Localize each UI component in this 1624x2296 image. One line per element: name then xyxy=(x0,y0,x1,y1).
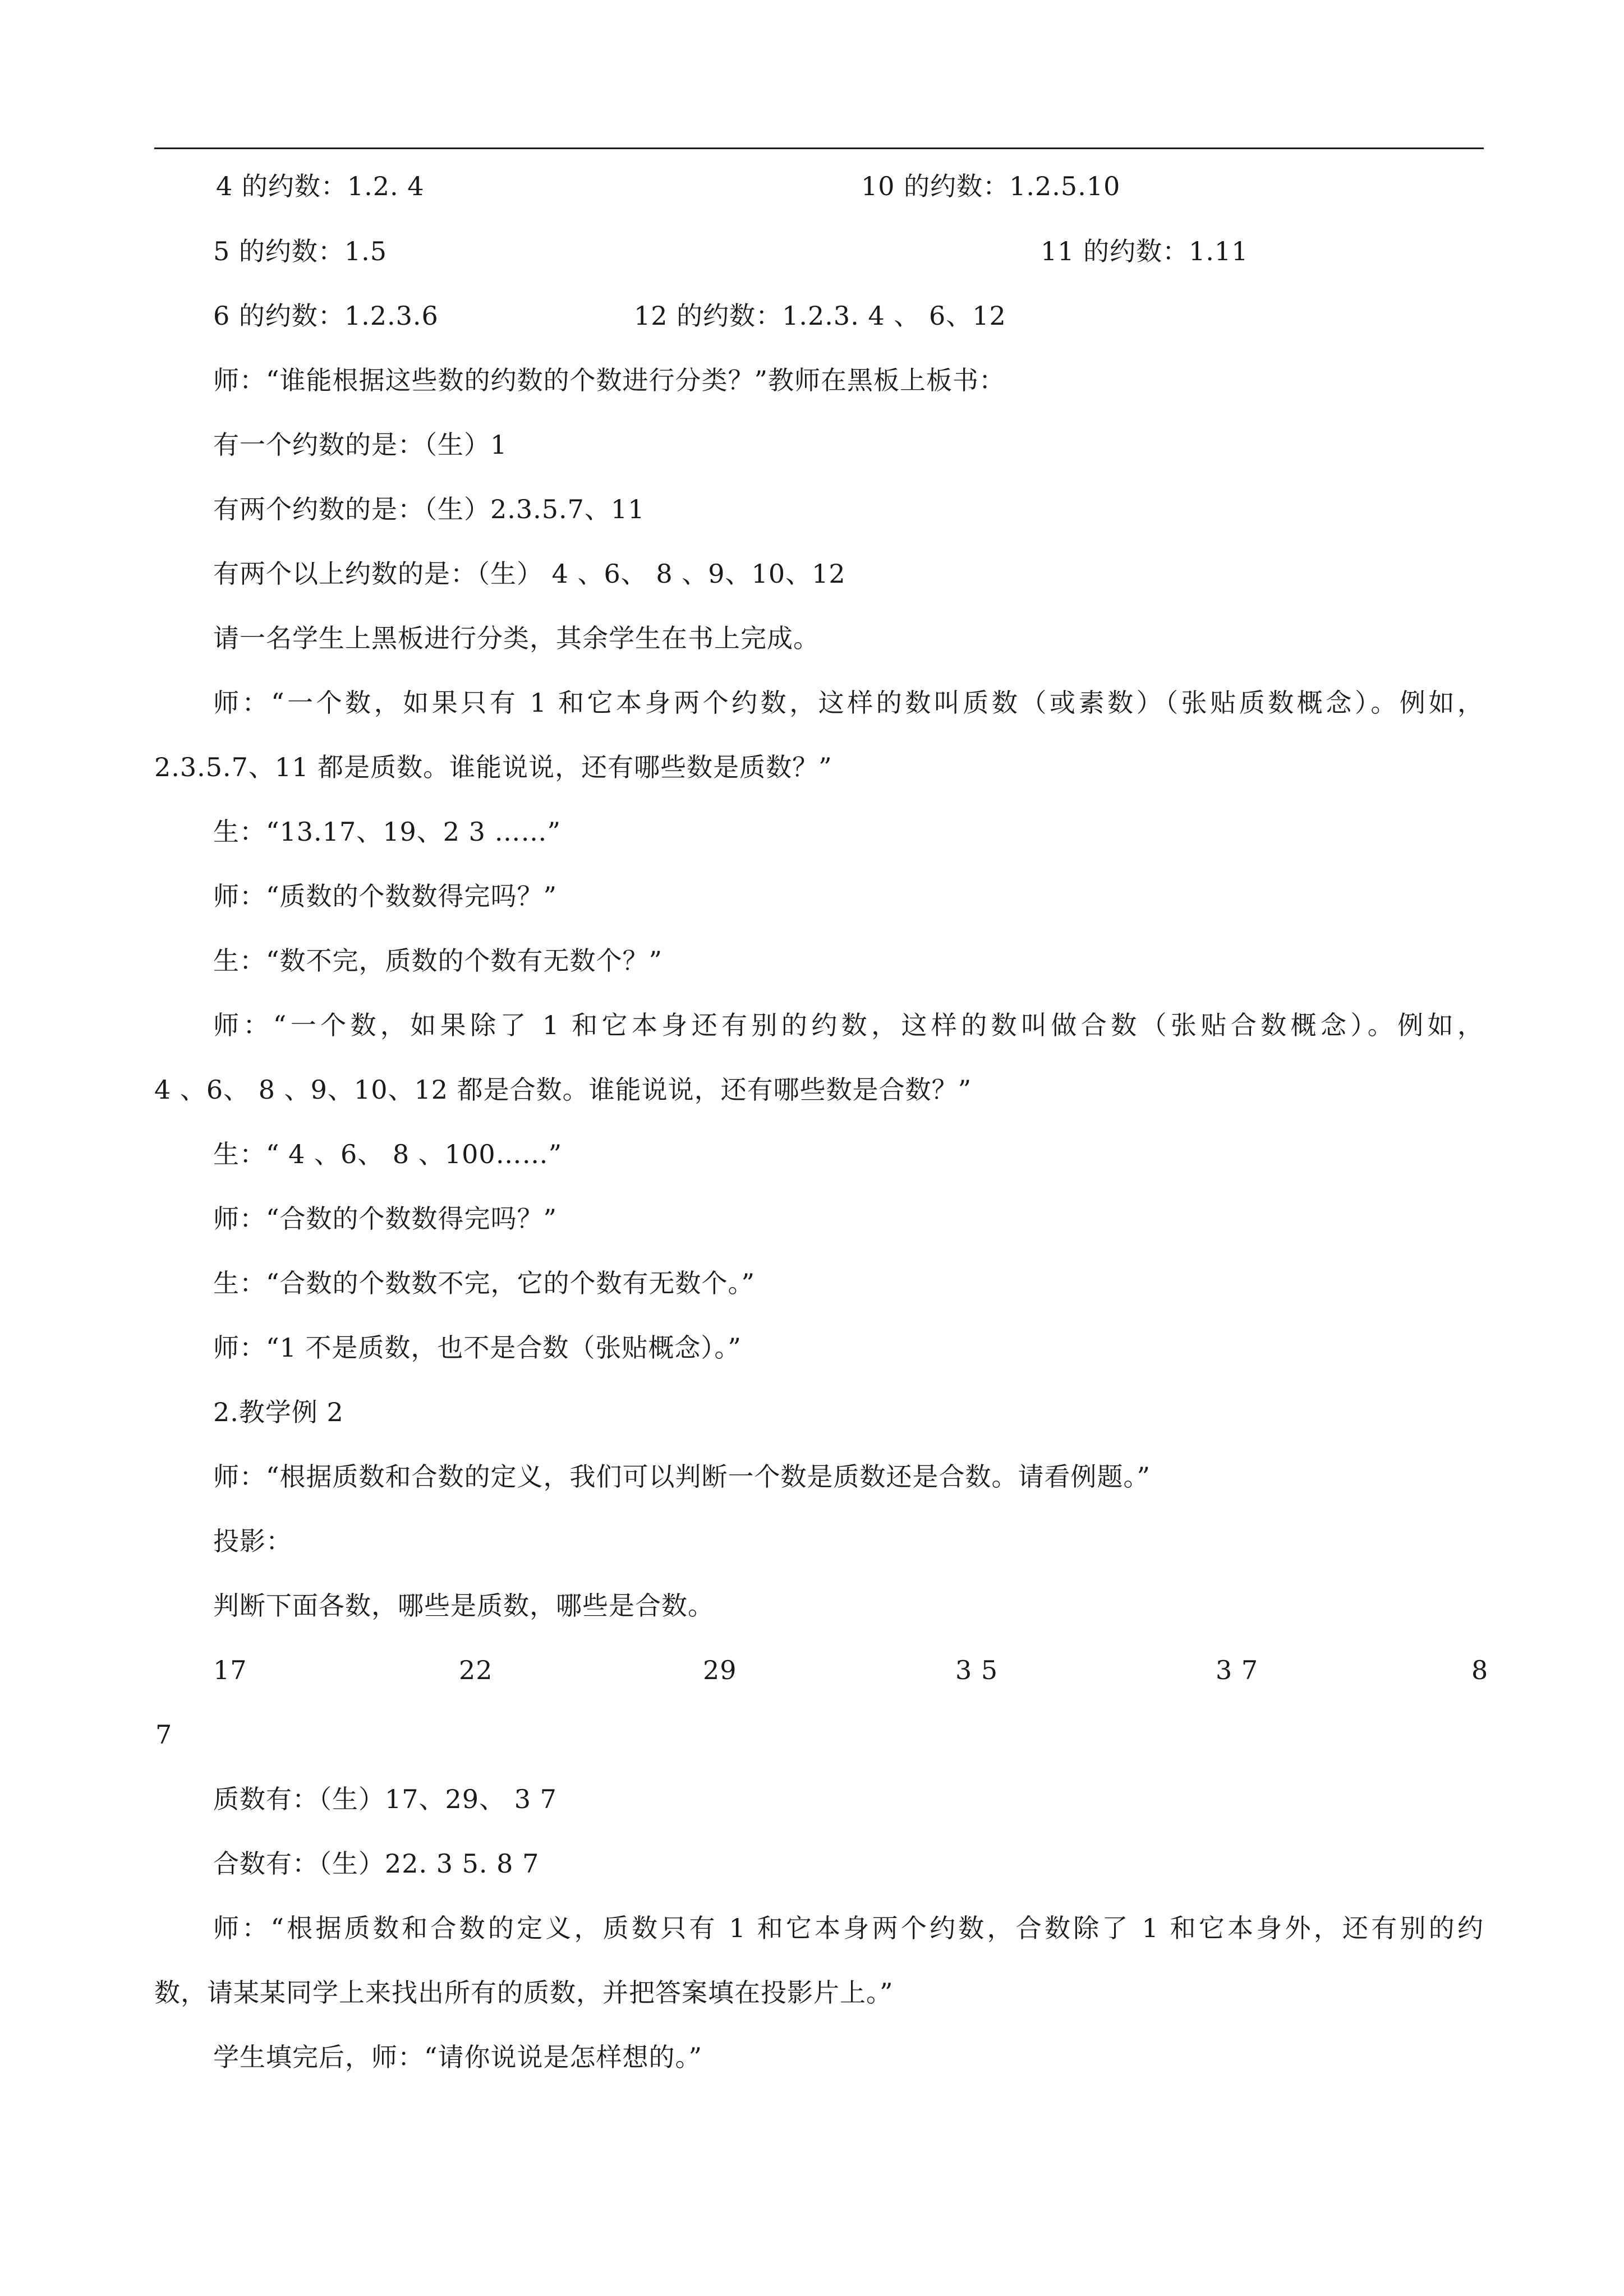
paragraph-teacher-one: 师：“1 不是质数，也不是合数（张贴概念）。” xyxy=(213,1333,742,1363)
paragraph-one-divisor: 有一个约数的是：（生）1 xyxy=(213,430,508,460)
paragraph-composite-definition: 师：“一个数，如果除了 1 和它本身还有别的约数，这样的数叫做合数（张贴合数概念）。例如， xyxy=(213,1010,1484,1040)
paragraph-composite-definition-cont: 4 、6、 8 、9、10、12 都是合数。谁能说说，还有哪些数是合数？” xyxy=(154,1075,972,1105)
number-item: 22 xyxy=(459,1655,493,1685)
paragraph-projection: 投影： xyxy=(213,1526,292,1556)
paragraph-prime-definition: 师：“一个数，如果只有 1 和它本身两个约数，这样的数叫质数（或素数）（张贴质数概念）。例如， xyxy=(213,688,1484,718)
paragraph-judge-numbers: 判断下面各数，哪些是质数，哪些是合数。 xyxy=(213,1590,714,1621)
paragraph-two-divisors: 有两个约数的是：（生）2.3.5.7、11 xyxy=(213,494,645,524)
number-item: 29 xyxy=(703,1655,737,1685)
divisors-10: 10 的约数：1.2.5.10 xyxy=(861,171,1121,201)
paragraph-primes-answer: 质数有：（生）17、29、 3 7 xyxy=(213,1784,557,1814)
divisors-6: 6 的约数：1.2.3.6 xyxy=(213,301,439,331)
paragraph-student-board: 请一名学生上黑板进行分类，其余学生在书上完成。 xyxy=(213,623,820,653)
section-heading-example-2: 2.教学例 2 xyxy=(213,1397,344,1427)
divisors-4: 4 的约数：1.2. 4 xyxy=(216,171,425,201)
paragraph-student-explain: 学生填完后，师：“请你说说是怎样想的。” xyxy=(213,2042,703,2072)
divisors-11: 11 的约数：1.11 xyxy=(1041,236,1249,266)
paragraph-teacher-composite-count: 师：“合数的个数数得完吗？” xyxy=(213,1204,558,1234)
number-item: 17 xyxy=(213,1655,247,1685)
paragraph-composites-answer: 合数有：（生）22. 3 5. 8 7 xyxy=(213,1848,540,1879)
number-item: 3 7 xyxy=(1216,1655,1259,1685)
paragraph-student-infinite-composites: 生：“合数的个数数不完，它的个数有无数个。” xyxy=(213,1268,756,1298)
paragraph-teacher-find-primes-cont: 数，请某某同学上来找出所有的质数，并把答案填在投影片上。” xyxy=(154,1977,894,2008)
paragraph-teacher-find-primes: 师：“根据质数和合数的定义，质数只有 1 和它本身两个约数，合数除了 1 和它本身外，还有别的约 xyxy=(213,1913,1484,1943)
paragraph-teacher-example: 师：“根据质数和合数的定义，我们可以判断一个数是质数还是合数。请看例题。” xyxy=(213,1461,1151,1492)
paragraph-prime-definition-cont: 2.3.5.7、11 都是质数。谁能说说，还有哪些数是质数？” xyxy=(154,752,832,782)
divisors-12: 12 的约数：1.2.3. 4 、 6、12 xyxy=(634,301,1006,331)
paragraph-student-infinite-primes: 生：“数不完，质数的个数有无数个？” xyxy=(213,946,663,976)
paragraph-more-divisors: 有两个以上约数的是：（生） 4 、6、 8 、9、10、12 xyxy=(213,559,846,589)
divisors-5: 5 的约数：1.5 xyxy=(213,236,388,266)
paragraph-student-primes: 生：“13.17、19、2 3 ……” xyxy=(213,817,562,847)
number-item: 3 5 xyxy=(955,1655,999,1685)
paragraph-student-composites: 生：“ 4 、6、 8 、100……” xyxy=(213,1139,563,1169)
number-item: 8 xyxy=(1471,1655,1489,1685)
header-rule xyxy=(154,147,1484,149)
paragraph-teacher-prime-count: 师：“质数的个数数得完吗？” xyxy=(213,881,558,911)
paragraph-teacher-classify: 师：“谁能根据这些数的约数的个数进行分类？”教师在黑板上板书： xyxy=(213,365,1006,395)
number-item-wrap: 7 xyxy=(155,1719,173,1750)
